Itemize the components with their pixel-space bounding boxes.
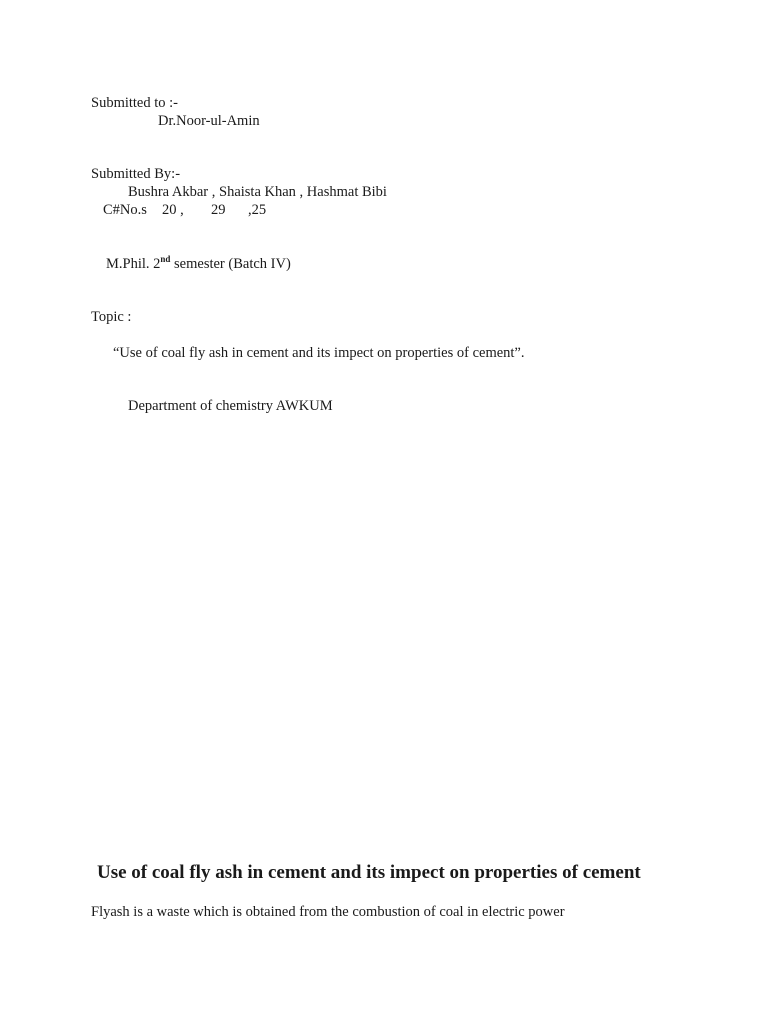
program-line — [106, 255, 291, 273]
program-suffix: semester (Batch IV) — [170, 256, 291, 272]
roll-number-2: 29 — [211, 202, 226, 218]
supervisor-name: Dr.Noor-ul-Amin — [158, 113, 260, 129]
submitted-to-label: Submitted to :- — [91, 95, 178, 111]
topic-label: Topic : — [91, 309, 132, 325]
roll-number-1: 20 , — [162, 202, 184, 218]
body-paragraph: Flyash is a waste which is obtained from the combustion of coal in electric power — [91, 904, 565, 920]
program-superscript: nd — [160, 254, 171, 265]
roll-label: C#No.s — [103, 202, 147, 218]
section-title: Use of coal fly ash in cement and its impect on properties of cement — [97, 862, 641, 883]
author-names: Bushra Akbar , Shaista Khan , Hashmat Bibi — [128, 184, 387, 200]
department-name: Department of chemistry AWKUM — [128, 398, 333, 414]
roll-number-3: ,25 — [248, 202, 267, 218]
topic-text: “Use of coal fly ash in cement and its impect on properties of cement”. — [113, 345, 525, 361]
program-prefix: M.Phil. 2 — [106, 256, 161, 272]
submitted-by-label: Submitted By:- — [91, 166, 181, 182]
